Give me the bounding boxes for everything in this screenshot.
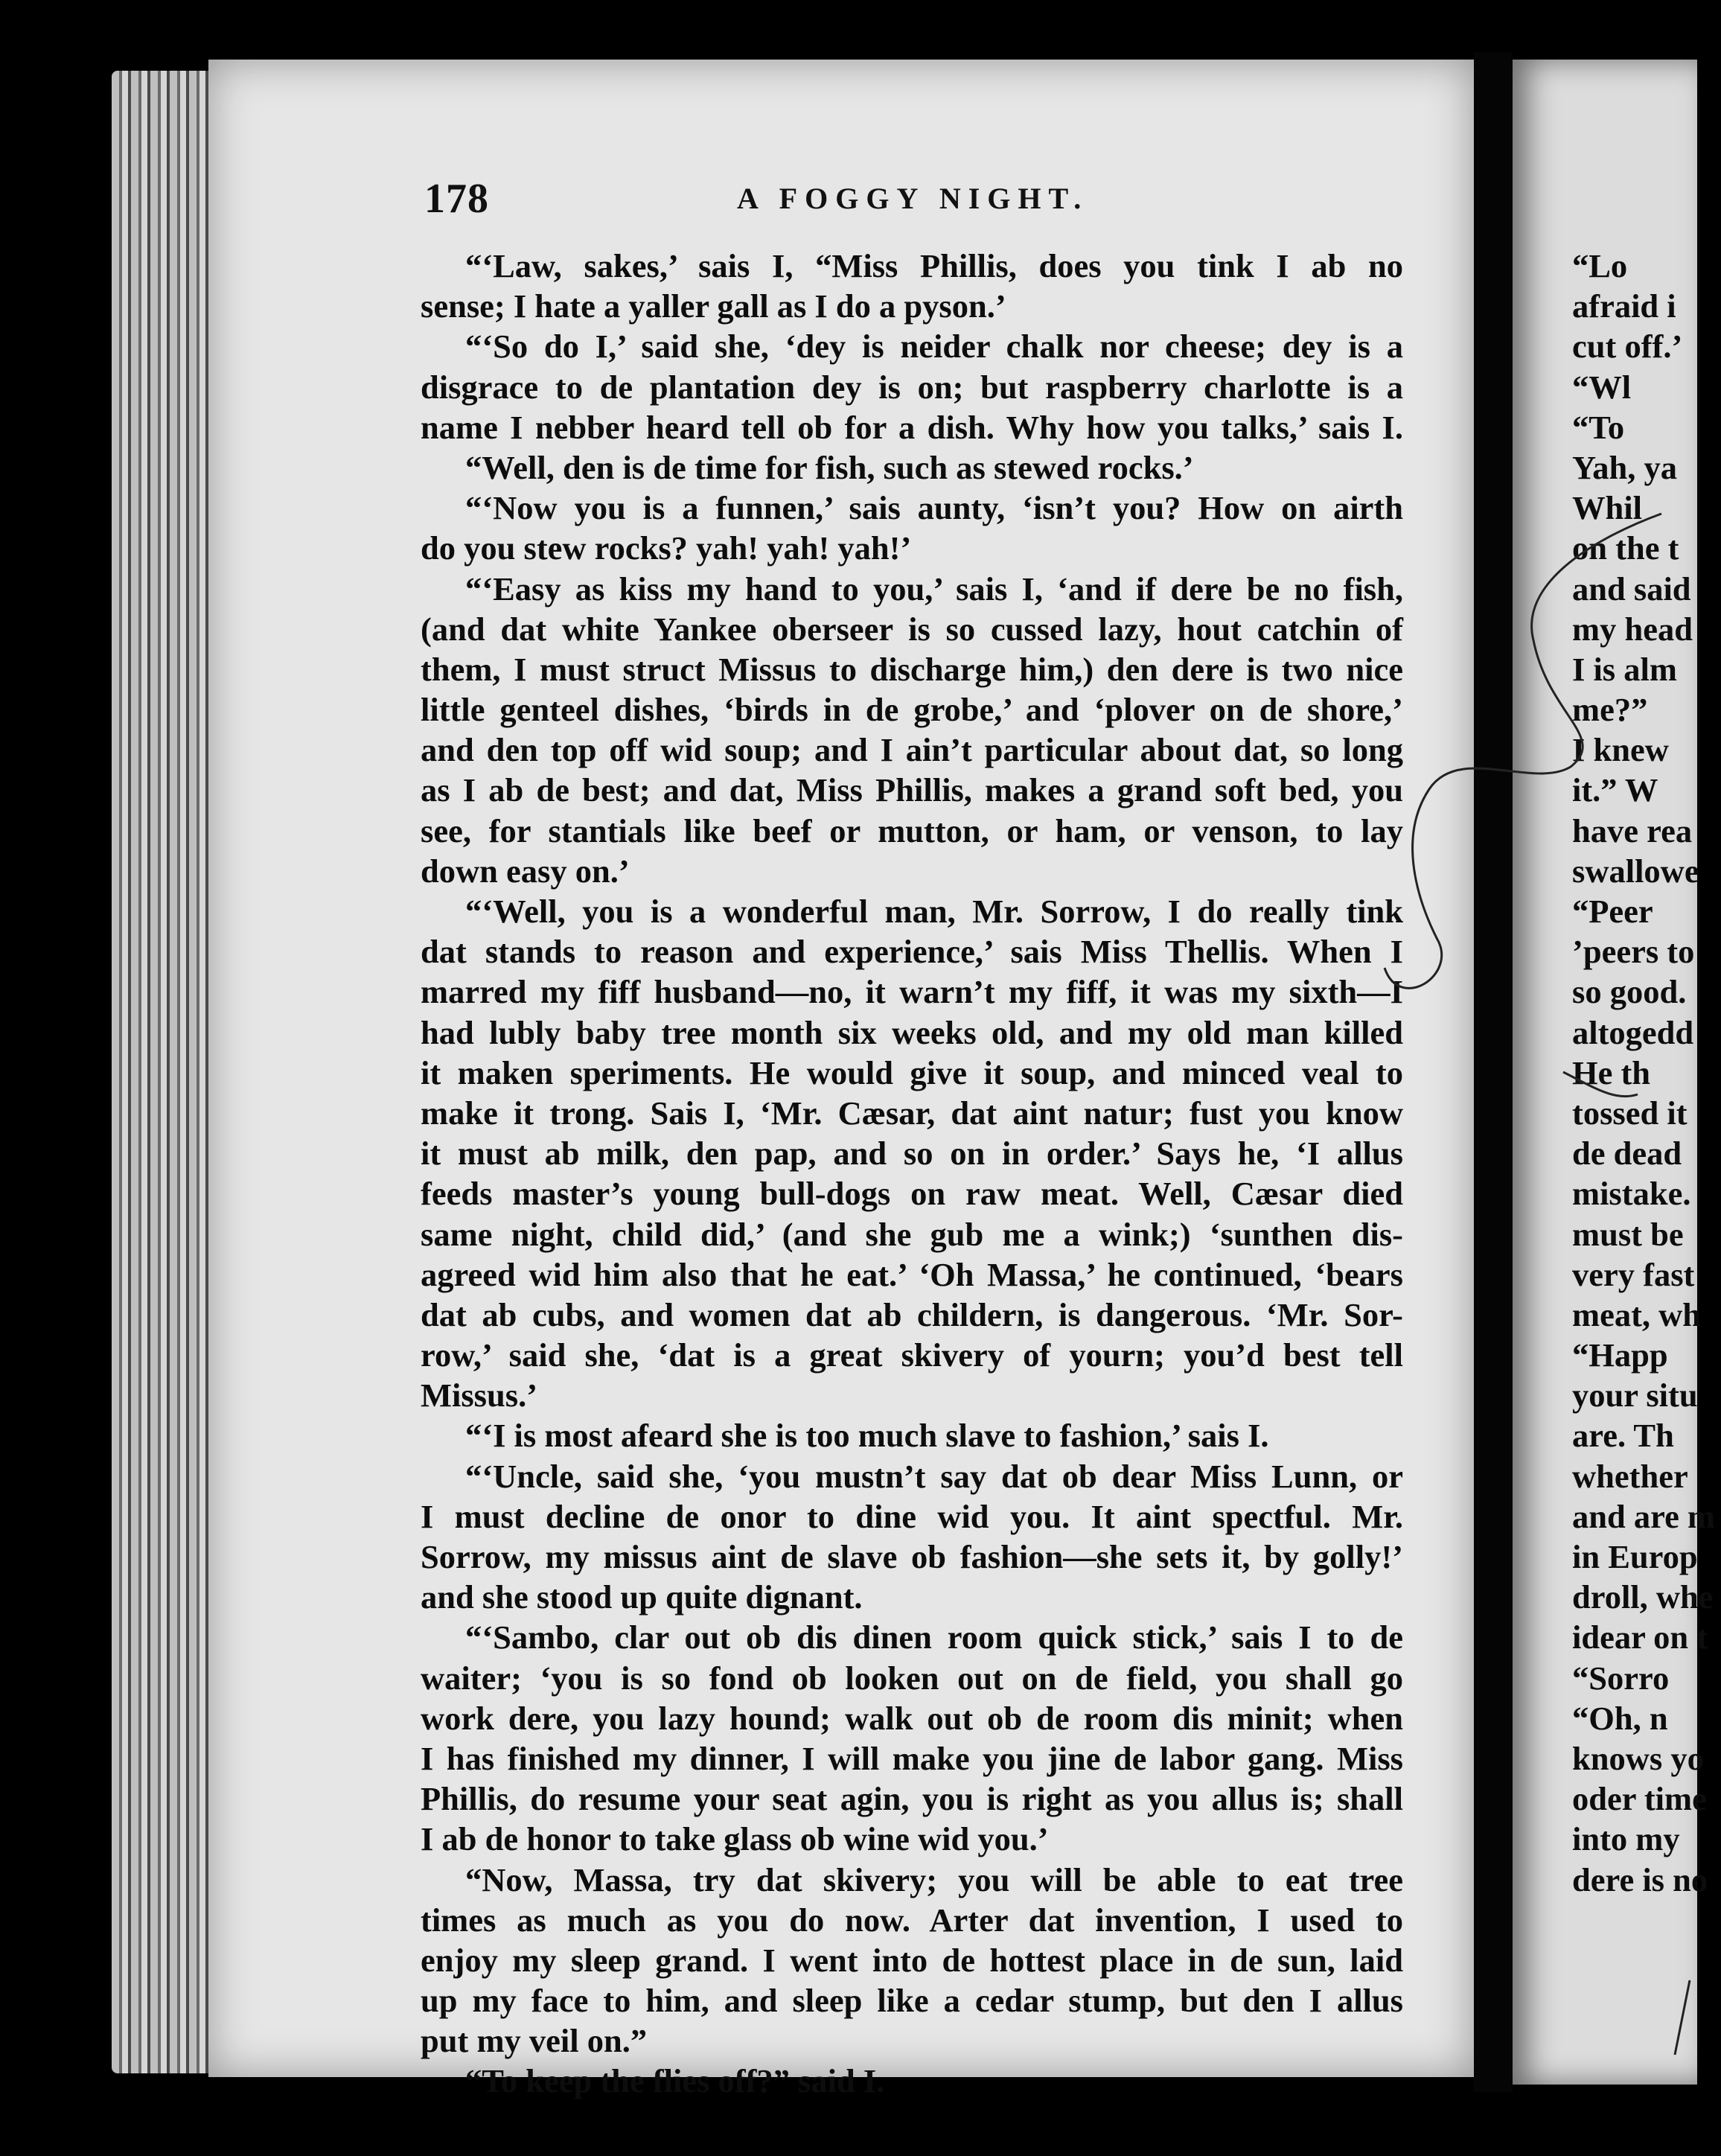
facing-text-line: swallowe [1572,852,1699,890]
text-line: “‘Well, you is a wonderful man, Mr. Sorrow, I do really tink [465,893,1403,930]
facing-text-line: I is alm [1572,650,1677,688]
text-line: sense; I hate a yaller gall as I do a pyson.’ [421,287,1006,325]
facing-text-line: whether [1572,1457,1688,1495]
facing-text-line: your situ [1572,1377,1698,1415]
facing-text-line: into my [1572,1820,1680,1858]
text-line: disgrace to de plantation dey is on; but raspberry charlotte is a [421,368,1403,406]
facing-text-line: afraid i [1572,287,1676,325]
facing-text-line: “Oh, n [1572,1699,1668,1737]
body-text [421,246,1403,2102]
facing-text-line: “Wl [1572,368,1632,406]
text-line: up my face to him, and sleep like a cedar stump, but den I allus [421,1982,1403,2020]
facing-text-line: meat, wh [1572,1295,1702,1333]
text-line: dat stands to reason and experience,’ sais Miss Thellis. When I [421,933,1403,971]
facing-text-line: “Sorro [1572,1659,1670,1697]
text-line: do you stew rocks? yah! yah! yah!’ [421,529,912,567]
facing-text-line: Yah, ya [1572,448,1677,486]
facing-text-line: He th [1572,1053,1651,1091]
facing-text-line: dere is no [1572,1860,1708,1898]
text-line: row,’ said she, ‘dat is a great skivery of yourn; you’d best tell [421,1336,1403,1374]
text-line: times as much as you do now. Arter dat invention, I used to [421,1901,1403,1939]
page-header [424,175,1407,227]
text-line: “Now, Massa, try dat skivery; you will be able to eat tree [465,1860,1403,1898]
text-line: see, for stantials like beef or mutton, or ham, or venson, to lay [421,811,1403,849]
page-number: 178 [424,176,489,222]
text-line: “‘Now you is a funnen,’ sais aunty, ‘isn’t you? How on airth [465,489,1403,527]
facing-text-line: very fast [1572,1255,1695,1293]
text-line: same night, child did,’ (and she gub me a wink;) ‘sunthen dis- [421,1215,1403,1253]
page-stack-edges [112,71,216,2073]
text-line: marred my fiff husband—no, it warn’t my fiff, it was my sixth—I [421,973,1403,1011]
text-line: work dere, you lazy hound; walk out ob de room dis minit; when [421,1699,1403,1737]
facing-text-line: on the t [1572,529,1679,567]
facing-text-line: ’peers to [1572,933,1695,971]
text-line: name I nebber heard tell ob for a dish. Why how you talks,’ sais I. [421,408,1403,446]
text-line: make it trong. Sais I, ‘Mr. Cæsar, dat aint natur; fust you know [421,1094,1403,1132]
text-line: I ab de honor to take glass ob wine wid you.’ [421,1820,1049,1858]
text-line: “‘Law, sakes,’ sais I, “Miss Phillis, does you tink I ab no [465,247,1403,284]
text-line: as I ab de best; and dat, Miss Phillis, makes a grand soft bed, you [421,771,1403,809]
facing-text-line: “Lo [1572,247,1628,284]
text-line: dat ab cubs, and women dat ab childern, is dangerous. ‘Mr. Sor- [421,1295,1403,1333]
facing-text-line: Whil [1572,489,1642,527]
text-line: and den top off wid soup; and I ain’t particular about dat, so long [421,731,1403,769]
facing-text-line: “Happ [1572,1336,1668,1374]
facing-text-line: droll, whe [1572,1578,1714,1616]
text-line: had lubly baby tree month six weeks old, and my old man killed [421,1013,1403,1051]
text-line: Missus.’ [421,1377,538,1415]
facing-text-line: idear on t [1572,1618,1708,1656]
facing-text-line: “Peer [1572,893,1653,930]
text-line: it maken speriments. He would give it soup, and minced veal to [421,1053,1403,1091]
text-line: “To keep the flies off?” said I. [465,2062,885,2100]
text-line: down easy on.’ [421,852,630,890]
text-line: “‘So do I,’ said she, ‘dey is neider chalk nor cheese; dey is a [465,328,1403,366]
facing-text-line: cut off.’ [1572,328,1683,366]
facing-text-line: and said [1572,570,1691,607]
text-line: it must ab milk, den pap, and so on in order.’ Says he, ‘I allus [421,1135,1403,1173]
facing-text-line: have rea [1572,811,1693,849]
text-line: put my veil on.” [421,2022,648,2060]
text-line: I must decline de onor to dine wid you. It aint spectful. Mr. [421,1497,1403,1535]
text-line: “‘Easy as kiss my hand to you,’ sais I, ‘and if dere be no fish, [465,570,1403,607]
facing-text-line: and are m [1572,1497,1716,1535]
text-line: “Well, den is de time for fish, such as stewed rocks.’ [465,448,1194,486]
facing-text-line: de dead [1572,1135,1682,1173]
facing-text-line: knows yo [1572,1739,1704,1777]
facing-text-line: my head [1572,610,1693,648]
facing-text-line: mistake. [1572,1175,1691,1213]
text-line: and she stood up quite dignant. [421,1578,863,1616]
text-line: enjoy my sleep grand. I went into de hottest place in de sun, laid [421,1941,1403,1979]
text-line: them, I must struct Missus to discharge him,) den dere is two nice [421,650,1403,688]
facing-page-text [1572,246,1721,1900]
text-line: little genteel dishes, ‘birds in de grobe,’ and ‘plover on de shore,’ [421,691,1403,729]
text-line: waiter; ‘you is so fond ob looken out on de field, you shall go [421,1659,1403,1697]
text-line: Sorrow, my missus aint de slave ob fashion—she sets it, by golly!’ [421,1538,1403,1575]
facing-text-line: must be [1572,1215,1684,1253]
facing-text-line: altogedd [1572,1013,1694,1051]
text-line: agreed wid him also that he eat.’ ‘Oh Massa,’ he continued, ‘bears [421,1255,1403,1293]
facing-text-line: oder time [1572,1780,1707,1818]
facing-text-line: are. Th [1572,1417,1674,1455]
text-line: I has finished my dinner, I will make you jine de labor gang. Miss [421,1739,1403,1777]
facing-text-line: in Europ [1572,1538,1698,1575]
facing-text-line: I knew [1572,731,1669,769]
facing-text-line: tossed it [1572,1094,1688,1132]
text-line: “‘Sambo, clar out ob dis dinen room quick stick,’ sais I to de [465,1618,1403,1656]
text-line: feeds master’s young bull-dogs on raw meat. Well, Cæsar died [421,1175,1403,1213]
text-line: (and dat white Yankee oberseer is so cussed lazy, hout catchin of [421,610,1403,648]
text-line: “‘I is most afeard she is too much slave to fashion,’ sais I. [465,1417,1269,1455]
facing-text-line: me?” [1572,691,1648,729]
facing-text-line: it.” W [1572,771,1658,809]
text-line: Phillis, do resume your seat agin, you is right as you allus is; shall [421,1780,1403,1818]
facing-text-line: “To [1572,408,1625,446]
facing-text-line: so good. [1572,973,1687,1011]
book-gutter [1474,52,1513,2092]
text-line: “‘Uncle, said she, ‘you mustn’t say dat ob dear Miss Lunn, or [465,1457,1403,1495]
running-title: A FOGGY NIGHT. [737,182,1089,215]
